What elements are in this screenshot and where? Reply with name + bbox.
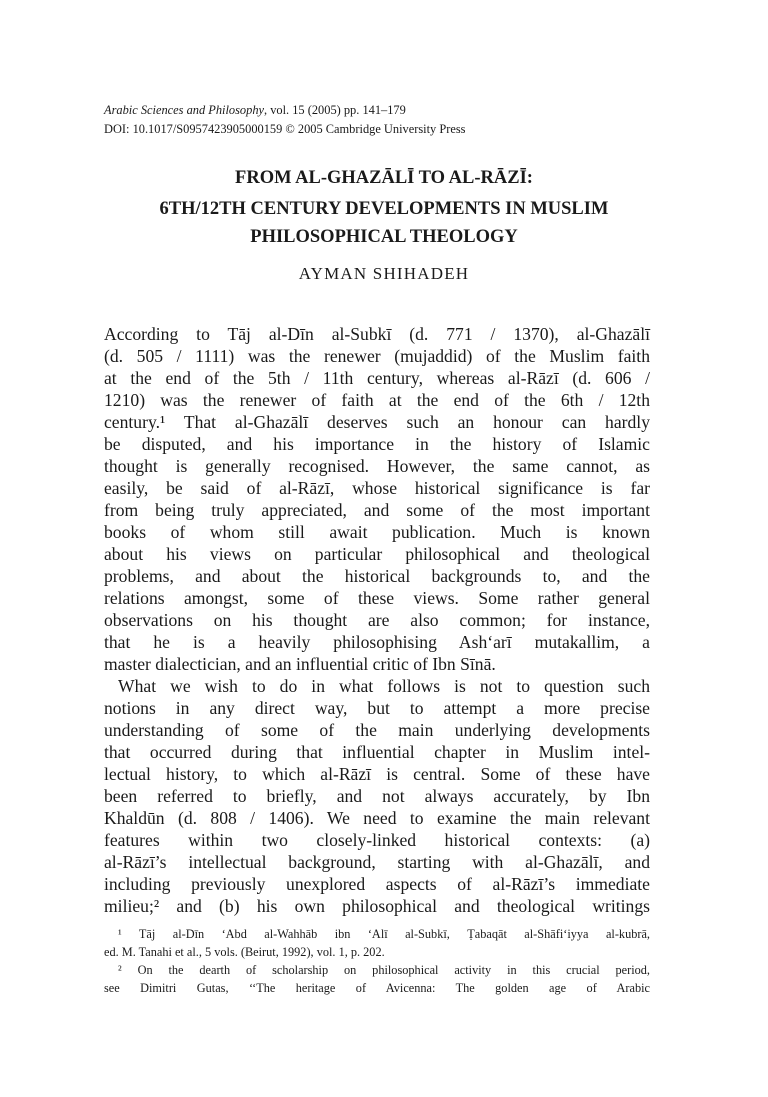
body-line: easily, be said of al-Rāzī, whose historical significance is far (104, 478, 650, 498)
footnote-1-line: ed. M. Tanahi et al., 5 vols. (Beirut, 1992), vol. 1, p. 202. (104, 945, 385, 959)
body-line: Khaldūn (d. 808 / 1406). We need to examine the main relevant (104, 808, 650, 828)
body-line: al-Rāzī’s intellectual background, starting with al-Ghazālī, and (104, 852, 650, 872)
body-line: features within two closely-linked historical contexts: (a) (104, 830, 650, 850)
body-line: from being truly appreciated, and some of the most important (104, 500, 650, 520)
body-line: relations amongst, some of these views. Some rather general (104, 588, 650, 608)
author-name: AYMAN SHIHADEH (298, 264, 470, 283)
article-title-line-3: PHILOSOPHICAL THEOLOGY (250, 227, 518, 247)
article-title-line-1: FROM AL-GHAZĀLĪ TO AL-RĀZĪ: (235, 168, 533, 188)
body-line: century.¹ That al-Ghazālī deserves such an honour can hardly (104, 412, 650, 432)
body-line: been referred to briefly, and not always accurately, by Ibn (104, 786, 650, 806)
body-line: notions in any direct way, but to attempt a more precise (104, 698, 650, 718)
body-line: observations on his thought are also common; for instance, (104, 610, 650, 630)
body-line: understanding of some of the main underlying developments (104, 720, 650, 740)
article-title-line-2: 6TH/12TH CENTURY DEVELOPMENTS IN MUSLIM (159, 199, 609, 219)
footnote-2-line: see Dimitri Gutas, ‘‘The heritage of Avicenna: The golden age of Arabic (104, 981, 650, 995)
volume-pages: , vol. 15 (2005) pp. 141–179 (264, 103, 406, 117)
body-line: master dialectician, and an influential critic of Ibn Sīnā. (104, 654, 496, 674)
body-line: about his views on particular philosophical and theological (104, 544, 650, 564)
journal-header (104, 101, 466, 139)
body-line: According to Tāj al-Dīn al-Subkī (d. 771 / 1370), al-Ghazālī (104, 324, 650, 344)
body-line: problems, and about the historical backgrounds to, and the (104, 566, 650, 586)
body-line: (d. 505 / 1111) was the renewer (mujaddid) of the Muslim faith (104, 346, 650, 366)
body-line: including previously unexplored aspects of al-Rāzī’s immediate (104, 874, 650, 894)
journal-name: Arabic Sciences and Philosophy (104, 103, 265, 117)
body-line: 1210) was the renewer of faith at the end of the 6th / 12th (104, 390, 650, 410)
body-line: that he is a heavily philosophising Ash‘arī mutakallim, a (104, 632, 650, 652)
body-line: What we wish to do in what follows is not to question such (118, 676, 650, 696)
footnote-1-line: ¹ Tāj al-Dīn ‘Abd al-Wahhāb ibn ‘Alī al-Subkī, Ṭabaqāt al-Shāfi‘iyya al-kubrā, (118, 927, 650, 941)
doi-line: DOI: 10.1017/S0957423905000159 © 2005 Cambridge University Press (104, 122, 466, 136)
body-line: milieu;² and (b) his own philosophical and theological writings (104, 896, 650, 916)
body-line: be disputed, and his importance in the history of Islamic (104, 434, 650, 454)
body-line: lectual history, to which al-Rāzī is central. Some of these have (104, 764, 650, 784)
body-line: that occurred during that influential chapter in Muslim intel- (104, 742, 650, 762)
journal-citation (104, 101, 466, 120)
body-line: books of whom still await publication. Much is known (104, 522, 650, 542)
footnote-2-line: ² On the dearth of scholarship on philosophical activity in this crucial period, (118, 963, 650, 977)
body-line: thought is generally recognised. However, the same cannot, as (104, 456, 650, 476)
body-line: at the end of the 5th / 11th century, whereas al-Rāzī (d. 606 / (104, 368, 650, 388)
